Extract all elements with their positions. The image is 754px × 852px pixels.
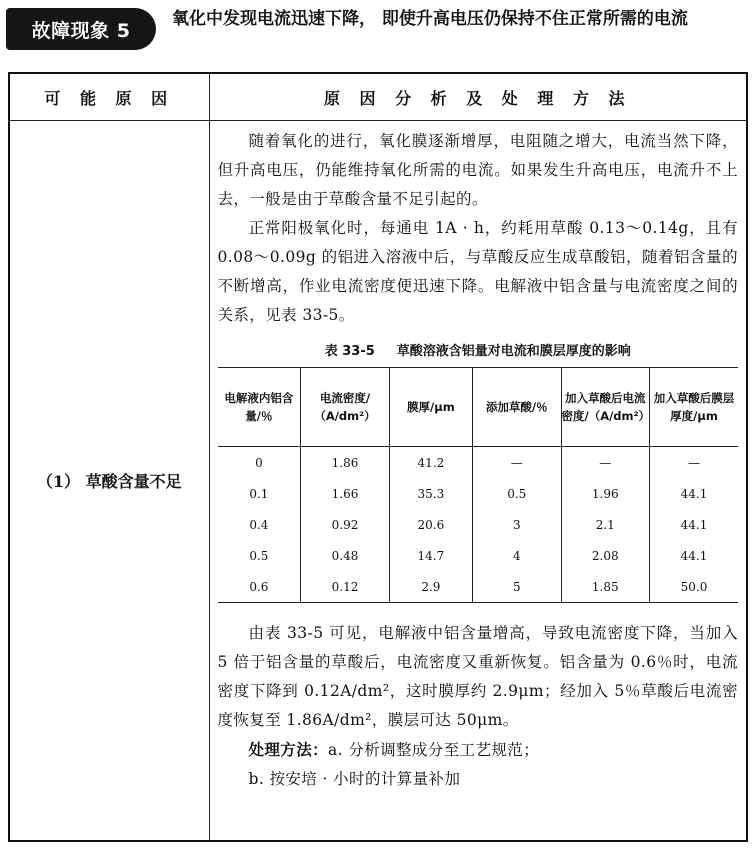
table-cell: 0.92	[301, 509, 389, 540]
analysis-paragraph-2: 正常阳极氧化时，每通电 1A · h，约耗用草酸 0.13～0.14g，且有 0.08～0.09g 的铝进入溶液中后，与草酸反应生成草酸铝，随着铝含量的不断增高，作业电流密度便迅速下降。电解液中铝含量与电流密度之间的关系，见表 33-5。	[217, 219, 738, 324]
table-cell: 0.4	[249, 517, 269, 532]
table-cell: 3	[473, 509, 561, 540]
fault-table	[8, 72, 748, 842]
table-cell: 44.1	[649, 509, 738, 540]
table-cell: 1.86	[301, 447, 389, 479]
column-header: 加入草酸后膜层厚度/μm	[649, 368, 738, 447]
table-cell: 44.1	[649, 478, 738, 509]
section-header	[0, 0, 754, 64]
method-step-a: a. 分析调整成分至工艺规范；	[328, 741, 540, 759]
table-cell: 0.6	[218, 571, 301, 603]
data-table-header-row	[218, 368, 739, 447]
table-cell: 1.96	[561, 478, 649, 509]
table-cell: 1.66	[301, 478, 389, 509]
table-cell: 0.48	[301, 540, 389, 571]
column-header: 加入草酸后电流密度/（A/dm²）	[561, 368, 649, 447]
analysis-paragraph-3: 由表 33-5 可见，电解液中铝含量增高，导致电流密度下降，当加入 5 倍于铝含量的草酸后，电流密度又重新恢复。铝含量为 0.6％时，电流密度下降到 0.12A/dm²，这时膜厚约 2.9μm；经加入 5％草酸后电流密度恢复至 1.86A/dm²，膜层可达 50μm。	[217, 624, 738, 729]
table-cell: 44.1	[649, 540, 738, 571]
fault-table-row	[9, 121, 747, 842]
method-label: 处理方法：	[248, 740, 329, 759]
table-cell: 1.85	[561, 571, 649, 603]
table-cell: —	[561, 447, 649, 479]
table-row	[218, 540, 739, 571]
table-cell: 0.5	[473, 478, 561, 509]
table-cell: 2.1	[561, 509, 649, 540]
table-cell: 20.6	[389, 509, 472, 540]
column-header: 添加草酸/％	[473, 368, 561, 447]
table-cell: 41.2	[389, 447, 472, 479]
column-header: 电解液内铝含量/％	[218, 368, 301, 447]
table-cell: 2.9	[389, 571, 472, 603]
table-cell: 14.7	[389, 540, 472, 571]
analysis-cell	[209, 121, 747, 842]
data-table-caption	[218, 340, 739, 359]
table-cell: 4	[473, 540, 561, 571]
fault-badge: 故障现象 5	[6, 8, 156, 50]
method-line-a	[218, 735, 739, 765]
cause-column-header: 可 能 原 因	[9, 73, 209, 121]
data-table-number: 表 33-5	[324, 344, 375, 359]
table-row	[218, 571, 739, 603]
column-header: 膜厚/μm	[389, 368, 472, 447]
table-cell: 50.0	[649, 571, 738, 603]
table-row	[218, 478, 739, 509]
table-row	[218, 447, 739, 479]
table-cell: 0.12	[301, 571, 389, 603]
column-header: 电流密度/（A/dm²）	[301, 368, 389, 447]
method-step-b: b. 按安培 · 小时的计算量补加	[248, 770, 461, 788]
fault-title: 氧化中发现电流迅速下降， 即使升高电压仍保持不住正常所需的电流	[172, 9, 688, 29]
table-cell: —	[473, 447, 561, 479]
data-table-caption-text: 草酸溶液含铝量对电流和膜层厚度的影响	[396, 344, 631, 359]
aluminum-content-table	[218, 367, 739, 603]
cause-cell: （1） 草酸含量不足	[9, 121, 209, 842]
table-cell: 0.1	[249, 486, 269, 501]
fault-table-header-row	[9, 73, 747, 121]
table-cell: 0.5	[249, 548, 269, 563]
table-cell: 35.3	[389, 478, 472, 509]
table-cell: 2.08	[561, 540, 649, 571]
table-cell: —	[649, 447, 738, 479]
analysis-column-header: 原 因 分 析 及 处 理 方 法	[209, 73, 747, 121]
table-cell: 5	[473, 571, 561, 603]
table-row	[218, 509, 739, 540]
table-cell: 0	[255, 455, 263, 470]
analysis-paragraph-1: 随着氧化的进行，氧化膜逐渐增厚，电阻随之增大，电流当然下降，但升高电压，仍能维持氧化所需的电流。如果发生升高电压，电流升不上去，一般是由于草酸含量不足引起的。	[217, 132, 738, 208]
